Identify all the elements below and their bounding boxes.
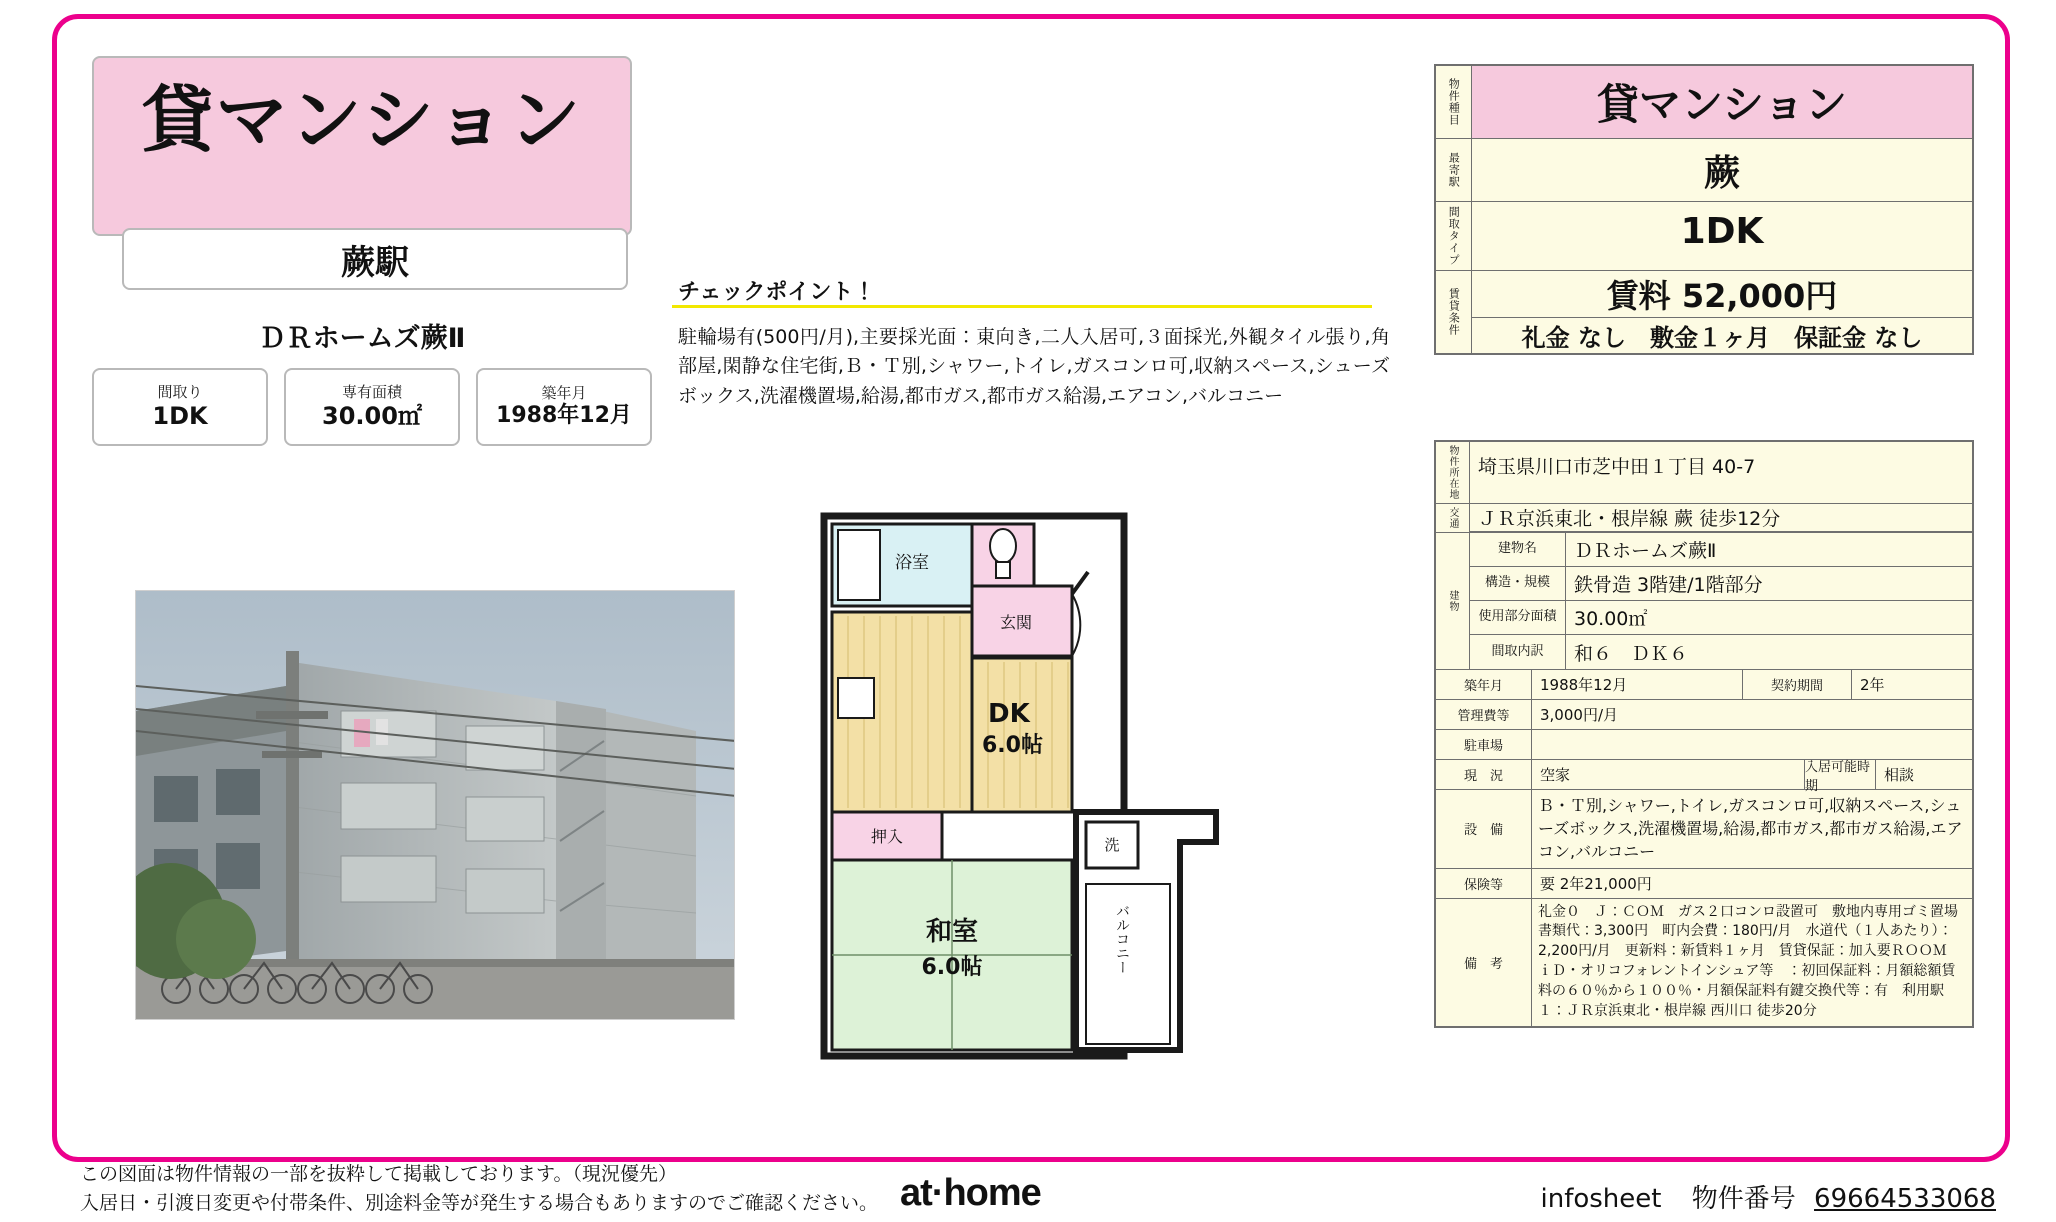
svg-text:玄関: 玄関 (999, 613, 1033, 632)
infosheet-label: infosheet (1540, 1184, 1662, 1214)
spec-layout-label: 間取り (157, 383, 203, 401)
property-kind-label: 貸マンション (141, 78, 583, 162)
svg-text:6.0帖: 6.0帖 (921, 955, 983, 980)
detail-remarks-row (1436, 899, 1972, 1026)
detail-layout-value: 和６ ＤＫ６ (1574, 642, 1689, 665)
svg-text:押入: 押入 (870, 827, 904, 846)
spec-layout-value: 1DK (152, 402, 208, 430)
summary-row-kind (1436, 66, 1972, 139)
detail-movein-key: 入居可能時期 (1804, 760, 1876, 789)
summary-kind-value: 貸マンション (1472, 66, 1972, 138)
svg-text:バルコニー: バルコニー (1114, 904, 1130, 974)
detail-mgmt-row (1436, 700, 1972, 730)
detail-address-row (1436, 442, 1972, 504)
detail-area-row (1470, 601, 1972, 635)
floor-plan-drawing (820, 512, 1320, 1092)
spec-built-label: 築年月 (541, 384, 587, 403)
detail-built-value: 1988年12月 (1540, 676, 1628, 694)
spec-area-label: 専有面積 (341, 383, 402, 401)
detail-building-name-value: ＤＲホームズ蕨Ⅱ (1574, 540, 1717, 562)
detail-parking-value (1532, 730, 1972, 759)
building-name-title: ＤＲホームズ蕨Ⅱ (258, 323, 466, 354)
property-kind-banner (92, 56, 632, 236)
detail-built-key: 築年月 (1436, 670, 1532, 699)
spec-built (476, 368, 652, 446)
property-number-value: 69664533068 (1814, 1184, 1996, 1214)
checkpoint-body: 駐輪場有(500円/月),主要採光面：東向き,二人入居可,３面採光,外観タイル張り,角部屋,閑静な住宅街,Ｂ・Ｔ別,シャワー,トイレ,ガスコンロ可,収納スペース,シューズボックス,洗濯機置場,給湯,都市ガス,都市ガス給湯,エアコン,バルコニー (678, 326, 1390, 407)
detail-access-row (1436, 504, 1972, 533)
detail-layout-row (1470, 635, 1972, 669)
svg-text:洗: 洗 (1104, 836, 1120, 854)
detail-mgmt-key: 管理費等 (1436, 700, 1532, 729)
svg-text:6.0帖: 6.0帖 (982, 733, 1043, 758)
detail-access-value: ＪＲ京浜東北・根岸線 蕨 徒歩12分 (1470, 504, 1972, 532)
summary-type-value: 1DK (1680, 210, 1764, 252)
summary-terms-label: 賃貸条件 (1436, 271, 1472, 353)
detail-insurance-value: 要 2年21,000円 (1540, 874, 1652, 893)
summary-type-label: 間取タイプ (1436, 202, 1472, 270)
detail-structure-row (1470, 567, 1972, 601)
svg-text:和室: 和室 (925, 917, 979, 947)
detail-equipment-value: Ｂ・Ｔ別,シャワー,トイレ,ガスコンロ可,収納スペース,シューズボックス,洗濯機置場,給湯,都市ガス,都市ガス給湯,エアコン,バルコニー (1538, 796, 1963, 862)
station-banner: 蕨駅 (122, 228, 628, 290)
detail-insurance-key: 保険等 (1436, 869, 1532, 898)
detail-status-value: 空家 (1540, 766, 1571, 784)
exterior-photo (135, 590, 735, 1020)
detail-insurance-row (1436, 869, 1972, 899)
detail-remarks-key: 備 考 (1436, 899, 1532, 1026)
summary-station-label: 最寄駅 (1436, 139, 1472, 201)
athome-logo: at·home (900, 1172, 1041, 1214)
spec-area (284, 368, 460, 446)
svg-text:浴室: 浴室 (895, 553, 929, 573)
detail-table (1434, 440, 1974, 1028)
summary-row-station (1436, 139, 1972, 202)
detail-mgmt-value: 3,000円/月 (1540, 706, 1618, 724)
footer-disclaimer-line1: この図面は物件情報の一部を抜粋して掲載しております。（現況優先） (80, 1163, 677, 1185)
footer-disclaimer (80, 1160, 878, 1217)
summary-row-type (1436, 202, 1972, 271)
detail-contract-key: 契約期間 (1742, 670, 1852, 699)
checkpoint-underline (672, 305, 1372, 308)
summary-rent-value: 賃料 52,000円 (1472, 271, 1972, 318)
checkpoint-title: チェックポイント！ (678, 280, 876, 305)
exterior-photo-image (136, 591, 735, 1020)
detail-built-row (1436, 670, 1972, 700)
summary-table (1434, 64, 1974, 355)
detail-address-value: 埼玉県川口市芝中田１丁目 40-7 (1478, 455, 1756, 478)
floor-plan (820, 512, 1320, 1092)
summary-station-value: 蕨 (1703, 152, 1740, 194)
detail-remarks-value: 礼金０ Ｊ：ＣＯＭ ガス２口コンロ設置可 敷地内専用ゴミ置場 書類代：3,300円 町内会費：180円/月 水道代（１人あたり）：2,200円/月 更新料：新賃料１ヶ月 賃貸保証：加入要ＲＯＯＭ ｉＤ・オリコフォレントインシュア等 ：初回保証料：月額総額賃料の６０％から１００％・月額保証料有鍵交換代等：有 利用駅１：ＪＲ京浜東北・根岸線 西川口 徒歩20分 (1538, 903, 1972, 1019)
spec-area-value: 30.00㎡ (322, 402, 422, 430)
detail-address-label: 物件所在地 (1436, 442, 1470, 503)
summary-row-terms (1436, 271, 1972, 353)
detail-contract-value: 2年 (1860, 676, 1885, 694)
detail-building-block (1436, 533, 1972, 670)
summary-kind-label: 物件種目 (1436, 66, 1472, 138)
detail-building-label: 建物 (1436, 533, 1470, 669)
detail-parking-key: 駐車場 (1436, 730, 1532, 759)
detail-equipment-key: 設 備 (1436, 790, 1532, 868)
detail-building-name-row (1470, 533, 1972, 567)
detail-movein-value: 相談 (1884, 766, 1915, 784)
detail-status-row (1436, 759, 1972, 794)
detail-access-label: 交通 (1436, 504, 1470, 532)
infosheet-footer (1541, 1178, 1997, 1215)
detail-parking-row (1436, 730, 1972, 760)
detail-building-name-key: 建物名 (1470, 533, 1566, 566)
svg-text:DK: DK (988, 699, 1030, 729)
detail-structure-key: 構造・規模 (1470, 567, 1566, 600)
spec-built-value: 1988年12月 (496, 403, 632, 429)
detail-status-key: 現 況 (1436, 760, 1532, 789)
footer-disclaimer-line2: 入居日・引渡日変更や付帯条件、別途料金等が発生する場合もありますのでご確認ください。 (80, 1191, 879, 1214)
detail-equipment-row (1436, 790, 1972, 869)
property-number-label: 物件番号 (1691, 1184, 1796, 1214)
detail-layout-key: 間取内訳 (1470, 635, 1566, 669)
detail-structure-value: 鉄骨造 3階建/1階部分 (1574, 574, 1763, 596)
summary-terms-value: 礼金 なし 敷金１ヶ月 保証金 なし (1521, 324, 1923, 352)
detail-area-value: 30.00㎡ (1574, 608, 1648, 630)
spec-summary-row (92, 368, 652, 446)
detail-area-key: 使用部分面積 (1470, 601, 1566, 634)
spec-layout (92, 368, 268, 446)
